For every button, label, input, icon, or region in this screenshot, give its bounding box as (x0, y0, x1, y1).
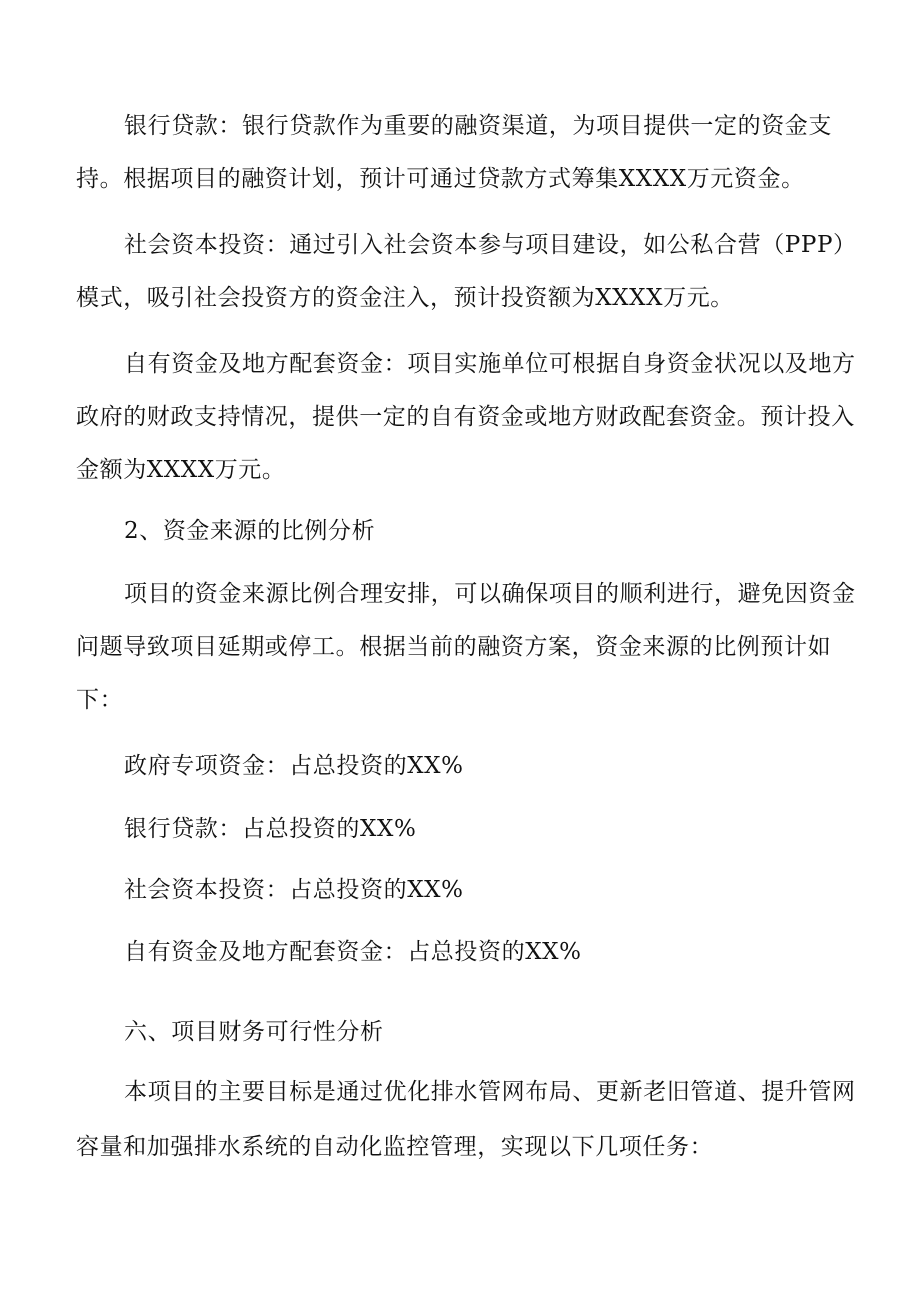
paragraph-objectives-line-1: 本项目的主要目标是通过优化排水管网布局、更新老旧管道、提升管网 (124, 1079, 856, 1105)
paragraph-own-funds-line-2: 政府的财政支持情况，提供一定的自有资金或地方财政配套资金。预计投入 (76, 404, 855, 430)
paragraph-ratio-line-3: 下： (76, 687, 124, 713)
list-item-bank-loan: 银行贷款：占总投资的XX% (124, 816, 417, 842)
section-heading-financial-feasibility: 六、项目财务可行性分析 (124, 1019, 384, 1045)
paragraph-bank-loan-line-1: 银行贷款：银行贷款作为重要的融资渠道，为项目提供一定的资金支 (124, 113, 832, 139)
list-item-social-capital: 社会资本投资：占总投资的XX% (124, 877, 464, 903)
paragraph-social-capital-line-2: 模式，吸引社会投资方的资金注入，预计投资额为XXXX万元。 (76, 285, 734, 311)
paragraph-own-funds-line-3: 金额为XXXX万元。 (76, 457, 286, 483)
paragraph-social-capital-line-1: 社会资本投资：通过引入社会资本参与项目建设，如公私合营（PPP） (124, 232, 857, 258)
paragraph-own-funds-line-1: 自有资金及地方配套资金：项目实施单位可根据自身资金状况以及地方 (124, 351, 856, 377)
paragraph-ratio-line-2: 问题导致项目延期或停工。根据当前的融资方案，资金来源的比例预计如 (76, 634, 832, 660)
paragraph-ratio-line-1: 项目的资金来源比例合理安排，可以确保项目的顺利进行，避免因资金 (124, 581, 856, 607)
list-item-own-funds: 自有资金及地方配套资金：占总投资的XX% (124, 939, 582, 965)
paragraph-objectives-line-2: 容量和加强排水系统的自动化监控管理，实现以下几项任务： (76, 1134, 714, 1160)
section-heading-funding-ratio: 2、资金来源的比例分析 (124, 518, 376, 544)
paragraph-bank-loan-line-2: 持。根据项目的融资计划，预计可通过贷款方式筹集XXXX万元资金。 (76, 166, 805, 192)
list-item-government-funds: 政府专项资金：占总投资的XX% (124, 753, 464, 779)
